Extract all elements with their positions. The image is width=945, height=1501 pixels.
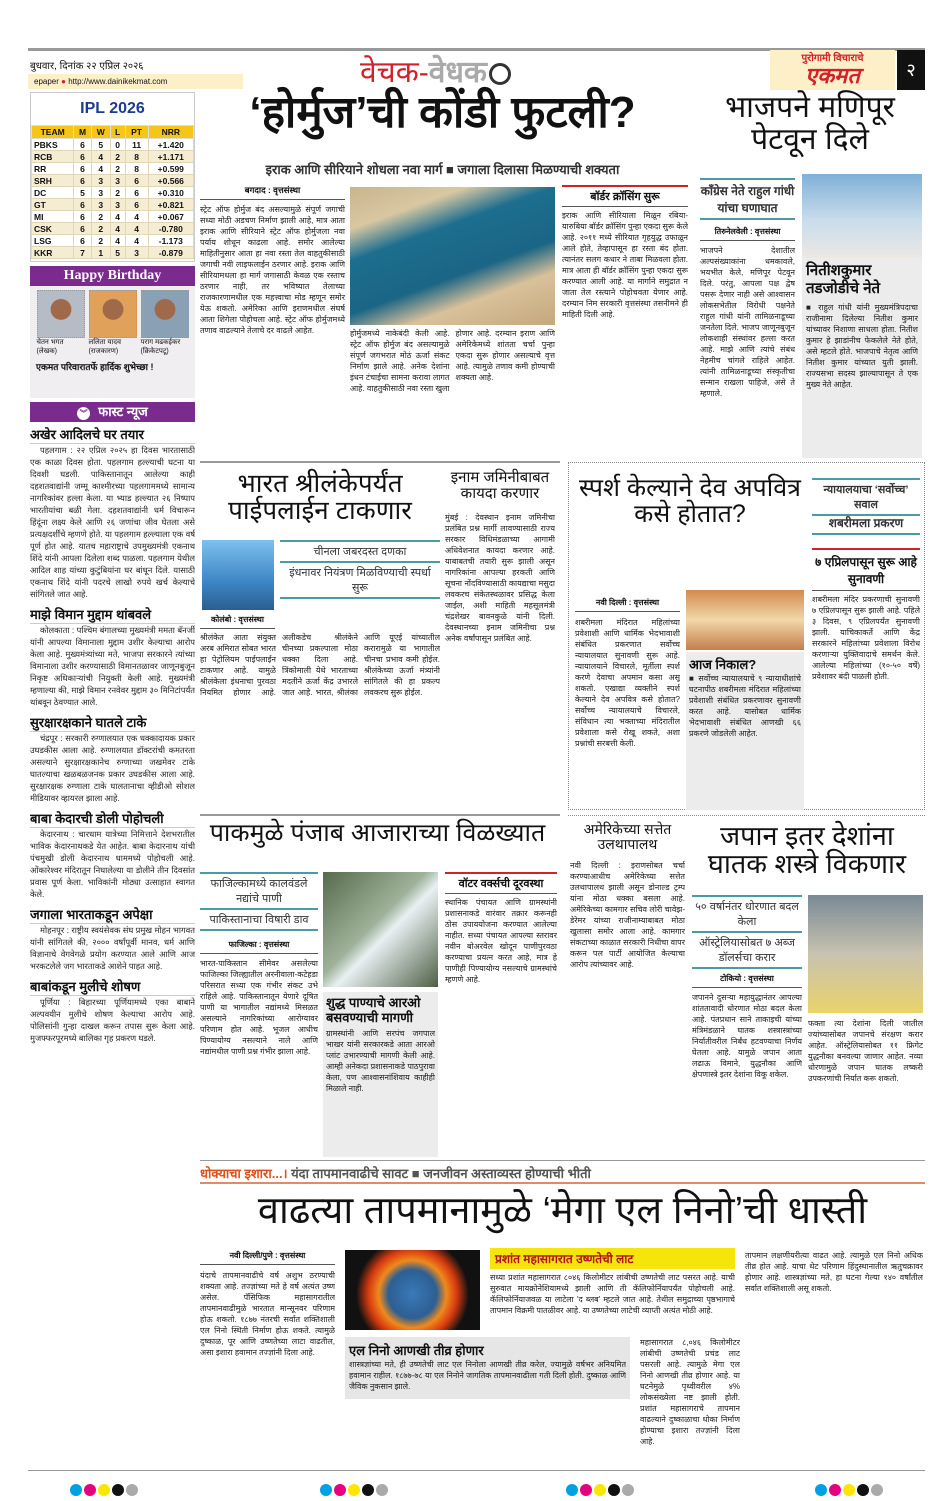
verdict-title: आज निकाल? [689,657,757,672]
ipl-cell: 6 [125,175,148,187]
pacific-heatwave-title: प्रशांत महासागरात उष्णतेची लाट [490,1248,735,1269]
bjp-dateline: तिरुनेलवेली : वृत्तसंस्था [700,226,795,241]
elnino-dateline: नवी दिल्ली/पुणे : वृत्तसंस्था [200,1250,335,1265]
strait-of-hormuz-photo [350,187,555,325]
bjp-headline: भाजपने मणिपूर पेटवून दिले [725,91,895,156]
ipl-cell: DC [32,187,74,199]
nitish-title: नितीशकुमार तडजोडीचे नेते [806,262,881,297]
elnino-grey-title: एल निनो आणखी तीव्र होणार [349,1343,484,1358]
bjp-subhead: काँग्रेस नेते राहुल गांधी यांचा घणाघात [700,178,795,220]
water-works-box [445,872,557,1157]
ipl-cell: RR [32,163,74,175]
ipl-cell: 4 [125,211,148,223]
fast-news-headline: माझे विमान मुद्दाम थांबवले [30,606,195,624]
ipl-cell: 6 [125,187,148,199]
punjab-headline: पाकमुळे पंजाब आजाराच्या विळख्यात [209,819,546,847]
ipl-cell: 6 [74,139,92,151]
hormuz-body2: होर्मुजमध्ये नाकेबंदी केली आहे. स्ट्रेट ऑफ होर्मुज बंद असल्यामुळे संपूर्ण जगभरात मोठं ऊर्जा संकट निर्माण झाले आहे. अनेक देशांना इंधन टंचाईचा सामना करावा लागत आहे. वाहतुकीसाठी नवा रस्ता खुला होणार आहे. दरम्यान इराण आणि अमेरिकेमध्ये शांतता चर्चा पुन्हा एकदा सुरू होणार असल्याचे वृत्त आहे. त्यामुळे तणाव कमी होण्याची शक्यता आहे. [350,329,555,393]
ipl-cell: -0.780 [148,223,193,235]
birthday-person-role: (राजकारण) [88,348,119,355]
fast-news-headline: अखेर आदिलचे घर तयार [30,426,195,444]
registration-dot [98,1484,110,1496]
birthday-person [89,290,137,356]
ipl-cell: +1.420 [148,139,193,151]
ipl-table-row [32,139,194,151]
ro-title: शुद्ध पाण्याचे आरओ बसवण्याची मागणी [326,995,421,1025]
registration-dot [376,1484,388,1496]
ipl-cell: 6 [74,235,92,247]
fast-news-item [30,906,195,972]
ipl-cell: 6 [74,199,92,211]
birthday-person-photo [141,290,189,338]
rule [28,1470,925,1471]
registration-dot [566,1484,578,1496]
masthead [770,50,895,90]
warning-label: धोक्याचा इशारा...। [200,1166,288,1181]
rahul-gandhi-photo [802,174,922,258]
ipl-table-row [32,199,194,211]
pacific-heatwave-body: सध्या प्रशांत महासागरात ८०४६ किलोमीटर लांबीची उष्णतेची लाट पसरत आहे. याची सुरुवात मायक्रोनेशियामध्ये झाली आणि ती कॅलिफोर्नियापर्यंत पोहोचली आहे. कॅलिफोर्नियाजवळ या लाटेला 'द ब्लब' म्हटले जात आहे. तेथील समुद्राच्या पृष्ठभागाचे तापमान विक्रमी पातळीवर आहे. या उष्णतेच्या लाटेची व्याप्ती अत्यंत मोठी आहे. [490,1273,735,1315]
page-number: २ [897,50,925,90]
punjab-sub1: फाजिल्कामध्ये कालवंडले नद्यांचे पाणी [200,872,318,910]
hormuz-body1: स्ट्रेट ऑफ होर्मुज बंद असल्यामुळे संपूर्ण जगाची सध्या मोठी अडचण निर्माण झाली आहे, मात्र आता इराक आणि सीरियाने स्ट्रेट ऑफ होर्मुजला नवा पर्याय शोधून काढला आहे. समोर आलेल्या माहितीनुसार आता हा नवा रस्ता तेल वाहतुकीसाठी जगाची नवी लाइफलाईन ठरणार आहे. इराक आणि सीरियामधला हा मार्ग जगासाठी केवळ एक रस्ताच ठरणार नाही, तर भविष्यात तेलाच्या राजकारणामधील एक महत्त्वाचा मोड म्हणून समोर येऊ शकतो. अमेरिका आणि इराणमधील संघर्ष आता शिगेला पोहोचला आहे. स्ट्रेट ऑफ होर्मुजमध्ये तणाव वाढल्याने तेलाचे दर वाढले आहेत. [200,205,345,335]
ipl-cell: 6 [74,211,92,223]
ipl-cell: 3 [91,187,110,199]
ipl-cell: +0.821 [148,199,193,211]
magnifier-icon [489,63,511,85]
srilanka-subheads [280,540,440,599]
registration-dot [815,1484,827,1496]
ipl-cell: +1.171 [148,151,193,163]
ipl-cell: -0.879 [148,247,193,259]
nitish-box [802,258,922,458]
sabarimala-headline: स्पर्श केल्याने देव अपवित्र कसे होतात? [579,474,801,529]
logo-part1: वेचक- [360,56,429,89]
srilanka-sub2: इंधनावर नियंत्रण मिळविण्याची स्पर्धा सुरू [280,563,440,599]
epaper-label: epaper [34,77,59,86]
ipl-cell: 7 [74,247,92,259]
burning-earth-photo [345,1250,480,1330]
elnino-body3: तापमान लक्षणीयरीत्या वाढत आहे. त्यामुळे एल निनो अधिक तीव्र होत आहे. याचा थेट परिणाम हिंदुस्थानातील ऋतुचक्रावर होणार आहे. शास्त्रज्ञांच्या मते, हा घटना गेल्या १४० वर्षांतील सर्वात शक्तिशाली असू शकतो. [745,1251,923,1293]
ipl-cell: 4 [110,235,125,247]
birthday-person-photo [89,290,137,338]
hearing-title: ७ एप्रिलपासून सुरू आहे सुनावणी [812,548,920,591]
hormuz-dateline: बगदाद : वृत्तसंस्था [200,185,345,200]
hormuz-subhead: इराक आणि सीरियाने शोधला नवा मार्ग ■ जगाला दिलासा मिळण्याची शक्यता [265,162,620,177]
ipl-cell: PBKS [32,139,74,151]
srilanka-body: श्रीलंकेत आता संयुक्त अरब अमिरात सोबत भारत हा पेट्रोलियम पाईपलाईन टाकणार आहे. यामुळे श्रीलंकेला इंधनाचा पुरवठा नियमित होणार आहे. अलीकडेच श्रीलंकेने चीनच्या प्रकल्पाला मोठा धक्का दिला आहे. त्रिंकोमाली येथे भारताच्या मदतीने ऊर्जा केंद्र उभारले जात आहे. भारत, श्रीलंका आणि यूएई यांच्यातील करारामुळे या भागातील चीनचा प्रभाव कमी होईल. श्रीलंकेच्या ऊर्जा मंत्र्यांनी सांगितले की हा प्रकल्प लवकरच सुरू होईल. [200,633,440,697]
warning-text: यंदा तापमानवाढीचे सावट ■ जनजीवन अस्ताव्यस्त होण्याची भीती [291,1166,591,1181]
warning-strip [200,1164,925,1184]
birthday-person-photo [37,290,85,338]
ipl-cell: GT [32,199,74,211]
ipl-col-header: TEAM [32,126,74,139]
ipl-cell: 4 [125,223,148,235]
ipl-cell: 3 [125,247,148,259]
ipl-cell: 11 [125,139,148,151]
chevron-down-icon: ︾ [77,407,90,420]
punjab-dateline: फाजिल्का : वृत्तसंस्था [200,939,318,954]
ipl-cell: +0.566 [148,175,193,187]
rule [200,461,560,463]
registration-dot [348,1484,360,1496]
ipl-cell: 3 [91,199,110,211]
ipl-cell: 4 [91,163,110,175]
ipl-cell: 5 [74,187,92,199]
border-crossing-title: बॉर्डर क्रॉसिंग सुरू [562,185,688,207]
punjab-sub2: पाकिस्तानाचा विषारी डाव [200,910,318,931]
birthday-person-name: चेतन भगत [36,339,64,346]
ipl-table-row [32,211,194,223]
ipl-col-header: M [74,126,92,139]
ipl-table-row [32,151,194,163]
ipl-table-row [32,175,194,187]
ipl-table-row [32,223,194,235]
ipl-table [31,125,194,259]
hearing-body: शबरीमला मंदिर प्रकरणाची सुनावणी ७ एप्रिलपासून सुरू झाली आहे. पहिले ३ दिवस, ९ एप्रिलपर्यंत सुनावणी झाली. याचिकाकर्ते आणि केंद्र सरकारने महिलांच्या प्रवेशाला विरोध करणाऱ्या युक्तिवादाचे समर्थन केले. आलेल्या महिलांच्या (१०-५० वर्षे) प्रवेशावर बंदी पाळली होती. [812,595,920,681]
birthday-title: Happy Birthday [30,266,195,286]
fast-news-body: मोहनपूर : राष्ट्रीय स्वयंसेवक संघ प्रमुख मोहन भागवत यांनी सांगितले की, २००० वर्षांपूर्वी मानव, धर्म आणि विज्ञानाचे वेगवेगळे प्रयोग करण्यात आले आणि आज भरकटलेले जग भारताकडे आशेने पाहत आहे. [30,925,195,971]
usa-headline: अमेरिकेच्या सत्तेत उलथापालथ [583,821,672,852]
epaper-icon: ● [61,77,66,86]
birthday-person-name: ललिता यादव [88,339,122,346]
japan-subheads [692,895,802,1177]
srilanka-headline: भारत श्रीलंकेपर्यंत पाईपलाईन टाकणार [228,468,412,526]
ro-body: ग्रामस्थांनी आणि सरपंच जगपाल भाखर यांनी सरकारकडे आता आरओ प्लांट उभारण्याची मागणी केली आहे. आम्ही अनेकदा प्रशासनाकडे पाठपुरावा केला, पण आश्वासनांशिवाय काहीही मिळाले नाही. [326,1029,435,1093]
registration-dot [857,1484,869,1496]
ipl-cell: 5 [110,247,125,259]
fast-news-headline: जगाला भारताकडून अपेक्षा [30,906,195,924]
birthday-person-role: (लेखक) [36,348,58,355]
nitish-body: ■ राहुल गांधी यांनी मुख्यमंत्रिपदाचा राजीनामा दिलेल्या नितीश कुमार यांच्यावर निशाणा साधला होता. नितीश कुमार हे झाडांनीच फेकलेले नेते होते, असे म्हटले होते. भाजपाचे नेतृत्व आणि नितीश कुमार यांच्यात युती झाली. राज्यसभा सदस्य झाल्यापासून ते एक मुख्य नेते आहेत. [806,303,918,389]
ipl-table-row [32,235,194,247]
sabarimala-side1: न्यायालयाचा ‘सर्वोच्च’ सवाल [812,478,920,516]
supreme-court-photo [686,590,804,650]
registration-dot [608,1484,620,1496]
fast-news-header [30,402,195,422]
ipl-table-row [32,247,194,259]
ipl-cell: 3 [110,175,125,187]
fast-news-body: केदारनाथ : चारधाम यात्रेच्या निमित्ताने देशभरातील भाविक केदारनाथकडे येत आहेत. बाबा केदारनाथ यांची पंचमुखी डोली केदारनाथ धाममध्ये पोहोचली आहे. ओंकारेश्वर मंदिरातून निघालेल्या या डोलीने तीन दिवसांत प्रवास पूर्ण केला. भाविकांनी मोठ्या उत्साहात स्वागत केले. [30,829,195,899]
ipl-cell: 6 [74,175,92,187]
ipl-cell: 4 [110,223,125,235]
ipl-cell: 5 [91,139,110,151]
ipl-table-row [32,187,194,199]
epaper-url-link[interactable]: http://www.dainikekmat.com [68,77,168,86]
fast-news-title: फास्ट न्यूज [98,404,148,419]
fast-news-headline: सुरक्षारक्षकाने घातले टाके [30,714,195,732]
masthead-tagline: पुरोगामी विचाराचे [801,53,864,64]
hearing-box [812,548,920,806]
inam-body: मुंबई : देवस्थान इनाम जमिनीचा प्रलंबित प्रश्न मार्गी लावण्यासाठी राज्य सरकार विधिमंडळाच्या आगामी अधिवेशनात कायदा करणार आहे. याबाबतची तयारी सुरू झाली असून नागरिकांना आपल्या हरकती आणि सूचना नोंदविण्यासाठी कायद्याचा मसुदा लवकरच संकेतस्थळावर प्रसिद्ध केला जाईल, अशी माहिती महसूलमंत्री चंद्रशेखर बावनकुळे यांनी दिली. देवस्थानच्या इनाम जमिनीचा प्रश्न अनेक वर्षांपासून प्रलंबित आहे. [445,513,555,643]
fast-news-item [30,810,195,900]
verdict-box [686,652,804,810]
japan-sub1: ५० वर्षानंतर धोरणात बदल केला [692,895,802,933]
registration-dot [126,1484,138,1496]
ipl-cell: LSG [32,235,74,247]
ipl-cell: 2 [91,235,110,247]
japan-dateline: टोकियो : वृत्तसंस्था [692,973,802,988]
usa-body: नवी दिल्ली : इराणसोबत चर्चा करण्याआधीच अमेरिकेच्या सत्तेत उलथापालथ झाली असून डोनाल्ड ट्रम्प यांना मोठा धक्का बसला आहे. अमेरिकेच्या कामगार सचिव लोरी चावेझ-डेरेमर यांच्या राजीनाम्याबाबत मोठा खुलासा समोर आला आहे. कामगार संकटाच्या काळात सरकारी निधीचा वापर करून पल पार्टी आयोजित केल्याचा आरोप त्यांच्यावर आहे. [570,861,685,969]
border-crossing-box [562,185,688,457]
ipl-col-header: W [91,126,110,139]
fast-news-item [30,426,195,600]
birthday-box [30,266,195,398]
fast-news-list [30,426,195,1466]
birthday-wish: एकमत परिवारातर्फे हार्दिक शुभेच्छा ! [36,362,154,372]
elnino-grey-body: शास्त्रज्ञांच्या मते, ही उष्णतेची लाट एल निनोला आणखी तीव्र करेल, ज्यामुळे वर्षभर अनियमित हवामान राहील. १८७७-७८ या एल निनोने जागतिक तापमानवाढीला गती दिली होती. दुष्काळ आणि जैविक नुकसान झाले. [349,1360,626,1391]
registration-dot [871,1484,883,1496]
registration-dot [843,1484,855,1496]
ipl-cell: +0.067 [148,211,193,223]
ipl-cell: 6 [74,223,92,235]
sabarimala-side2: शबरीमला प्रकरण [812,512,920,535]
fast-news-headline: बाबांकडून मुलीचे शोषण [30,978,195,996]
registration-dot [112,1484,124,1496]
registration-dot [594,1484,606,1496]
ipl-cell: 8 [125,163,148,175]
ipl-cell: 3 [110,199,125,211]
elnino-grey-box [345,1337,630,1399]
punjab-subheads [200,872,318,1158]
fast-news-headline: बाबा केदारची डोली पोहोचली [30,810,195,828]
bjp-body: भाजपने देशातील अल्पसंख्याकांना धमकावले, भयभीत केले, मणिपूर पेटवून दिले. परंतु, आपला पक्ष द्वेष पसरू देणार नाही असे आश्वासन लोकसभेतील विरोधी पक्षनेते राहुल गांधी यांनी तामिळनाडूच्या जनतेला दिले. भाजप जाणूनबुजून लोकशाही संस्थांवर हल्ला करत आहे. माझे आणि त्यांचे संबंध नेहमीच चांगले राहिले आहेत. त्यांनी तामिळनाडूच्या संस्कृतीचा सन्मान राखला पाहिजे, असे ते म्हणाले. [700,246,795,398]
birthday-person-name: पराग मढकईकर [140,339,181,346]
ipl-cell: 2 [110,187,125,199]
fast-news-item [30,714,195,804]
sabarimala-dateline: नवी दिल्ली : वृत्तसंस्था [575,597,680,612]
ipl-cell: RCB [32,151,74,163]
water-works-title: वॉटर वर्क्सची दूरवस्था [445,872,557,894]
ipl-cell: -1.173 [148,235,193,247]
pacific-heatwave-box [490,1248,735,1333]
fast-news-item [30,606,195,708]
elnino-body1: यंदाचे तापमानवाढीचे वर्ष अशुभ ठरण्याची शक्यता आहे. तज्ज्ञांच्या मते हे वर्ष अत्यंत उष्ण असेल. पॅसिफिक महासागरातील तापमानवाढीमुळे भारतात मान्सूनवर परिणाम होऊ शकतो. १८७७ नंतरची सर्वात शक्तिशाली एल निनो स्थिती निर्माण होऊ शकते. त्यामुळे दुष्काळ, पूर आणि उष्णतेच्या लाटा वाढतील, असा इशारा हवामान तज्ज्ञांनी दिला आहे. [200,1271,335,1357]
fast-news-body: पूर्णिया : बिहारच्या पूर्णियामध्ये एका बाबाने अल्पवयीन मुलीचे शोषण केल्याचा आरोप आहे. पोलिसांनी गुन्हा दाखल करून तपास सुरू केला आहे. मुजफ्फरपूरमध्ये बालिका गृह प्रकरण घडले. [30,997,195,1043]
japan-sub2: ऑस्ट्रेलियासोबत ७ अब्ज डॉलर्सचा करार [692,933,802,969]
fast-news-body: चंद्रपूर : सरकारी रुग्णालयात एक धक्कादायक प्रकार उघडकीस आला आहे. रुग्णालयात डॉक्टरांची कमतरता असल्याने सुरक्षारक्षकानेच रुग्णाच्या जखमेवर टाके घातल्याचा खळबळजनक प्रकार उघडकीस आला आहे. सुरक्षारक्षक रुग्णाला टाके घालतानाचा व्हीडीओ सोशल मीडियावर व्हायरल झाला आहे. [30,733,195,803]
ipl-cell: 1 [91,247,110,259]
ipl-table-row [32,163,194,175]
rule [200,1160,925,1161]
epaper-bar [28,74,243,89]
registration-dot [70,1484,82,1496]
sabarimala-body: शबरीमला मंदिरात महिलांच्या प्रवेशाशी आणि धार्मिक भेदभावाशी संबंधित प्रकरणात सर्वोच्च न्यायालयात सुनावणी सुरू आहे. न्यायालयाने विचारले, मूर्तीला स्पर्श करणे देवाचा अपमान कसा असू शकतो. एखाद्या व्यक्तीने स्पर्श केल्याने देव अपवित्र कसे होतात? सर्वोच्च न्यायालयाचे विचारले, संविधान त्या भक्ताच्या मंदिरातील प्रवेशाला कसे रोखू शकते, अशा प्रश्नांची सरबत्ती केली. [575,618,680,748]
ipl-cell: 8 [125,151,148,163]
japan-side-body: फक्ता त्या देशांना दिली जातील ज्यांच्यासोबत जपानचे संरक्षण करार आहेत. ऑस्ट्रेलियासोबत ११ फ्रिगेट युद्धनौका बनवल्या जाणार आहेत. नव्या धोरणामुळे जपान घातक लष्करी उपकरणांची निर्यात करू शकतो. [808,1019,923,1083]
birthday-person [37,290,85,356]
registration-dot [334,1484,346,1496]
ipl-title: IPL 2026 [80,100,145,117]
birthday-person [141,290,189,356]
ipl-cell: +0.599 [148,163,193,175]
ipl-cell: 2 [91,211,110,223]
ipl-cell: +0.310 [148,187,193,199]
ipl-cell: 6 [74,151,92,163]
verdict-body: ■ सर्वोच्च न्यायालयाचे ९ न्यायाधीशांचे घटनापीठ शबरीमला मंदिरात महिलांच्या प्रवेशाशी संबंधित प्रकरणावर सुनावणी करत आहे. यासोबत धार्मिक भेदभावाशी संबंधित आणखी ६६ प्रकरणे जोडलेली आहेत. [689,674,801,738]
issue-date: बुधवार, दिनांक २२ एप्रिल २०२६ [30,61,144,72]
rule [200,814,560,816]
ipl-cell: 4 [91,151,110,163]
srilanka-dateline: कोलंबो : वृत्तसंस्था [200,614,275,629]
registration-dot [362,1484,374,1496]
fast-news-item [30,978,195,1044]
fast-news-body: पहलगाम : २२ एप्रिल २०२५ हा दिवस भारतासाठी एक काळा दिवस होता. पहलगाम हल्ल्याची घटना या दिवशी घडली. पाकिस्तानातून आलेल्या काही दहशतवाद्यांनी जम्मू काश्मीरच्या पहलगाममध्ये सामान्य नागरिकांवर हल्ला केला. या भ्याड हल्ल्यात २६ निष्पाप भारतीयांचा बळी गेला. दहशतवाद्यांनी धर्म विचारून हिंदूंना लक्ष्य केले आणि २६ जणांचा जीव घेतला असे प्रत्यक्षदर्शींचे म्हणणे होते. या पहलगाम हल्ल्याला एक वर्ष पूर्ण होत आहे. यातच महाराष्ट्राचे उपमुख्यमंत्री एकनाथ शिंदे यांनी आपला दिलेला शब्द पाळला. पहलगाम येथील आदिल शाह यांच्या कुटुंबियांना घर बांधून दिले. यासाठी एकनाथ शिंदे यांनी पदरचे लाखो रुपये खर्च केल्याचे सांगितले जात आहे. [30,445,195,599]
japan-body: जपानने दुसऱ्या महायुद्धानंतर आपल्या शांततावादी धोरणात मोठा बदल केला आहे. पंतप्रधान साने ताकाइची यांच्या मंत्रिमंडळाने घातक शस्त्रास्त्रांच्या निर्यातीवरील निर्बंध हटवण्याचा निर्णय घेतला आहे. यामुळे जपान आता लढाऊ विमाने, युद्धनौका आणि क्षेपणास्त्रे इतर देशांना विकू शकेल. [692,993,802,1079]
ipl-cell: 4 [110,211,125,223]
water-works-body: स्थानिक पंचायत आणि ग्रामस्थांनी प्रशासनाकडे वारंवार तक्रार करूनही ठोस उपाययोजना करण्यात आलेल्या नाहीत. सध्या पंचायत आपल्या स्तरावर नवीन बोअरवेल खोदून पाणीपुरवठा करण्याचा प्रयत्न करत आहे, मात्र हे पाणीही पिण्यायोग्य नसल्याचे ग्रामस्थांचे म्हणणे आहे. [445,898,557,984]
pipeline-photo [202,540,274,610]
ipl-cell: 4 [125,235,148,247]
ipl-cell: 2 [110,163,125,175]
registration-dot [580,1484,592,1496]
weapons-factory-photo [808,895,923,1013]
ipl-cell: 6 [74,163,92,175]
srilanka-sub1: चीनला जबरदस्त दणका [280,540,440,563]
ipl-cell: 2 [91,223,110,235]
ipl-cell: MI [32,211,74,223]
elnino-headline: वाढत्या तापमानामुळे ‘मेगा एल निनो’ची धास्ती [257,1190,868,1232]
registration-dot [622,1484,634,1496]
ro-box [323,992,438,1157]
inam-headline: इनाम जमिनीबाबत कायदा करणार [450,469,550,502]
ipl-cell: 6 [125,199,148,211]
registration-dot [829,1484,841,1496]
polluted-water-photo [323,872,438,987]
fast-news-body: कोलकाता : पश्चिम बंगालच्या मुख्यमंत्री ममता बॅनर्जी यांनी आपल्या विमानाला मुद्दाम उशीर केल्याचा आरोप केला आहे. मुख्यमंत्र्यांच्या मते, भाजपा सरकारने त्यांच्या विमानाला उशीर करण्यासाठी विमानतळावर जाणूनबुजून निकृष्ट अधिकाऱ्यांची नियुक्ती केली आहे. मुख्यमंत्री म्हणाल्या की, माझे विमान रनवेवर मुद्दाम ३० मिनिटांपर्यंत थांबवून ठेवण्यात आले. [30,625,195,707]
ipl-cell: 3 [91,175,110,187]
logo-part2: वेधक [428,56,487,89]
ipl-cell: 2 [110,151,125,163]
ipl-points-table [30,92,195,262]
ipl-cell: 0 [110,139,125,151]
punjab-body: भारत-पाकिस्तान सीमेवर असलेल्या फाजिल्का जिल्ह्यातील अरनीवाला-कटेहडा परिसरात सध्या एक गंभीर संकट उभे राहिले आहे. पाकिस्तानातून येणारे दूषित पाणी या भागातील नद्यांमध्ये मिसळत असल्याने नागरिकांच्या आरोग्यावर परिणाम होत आहे. भूजल आधीच पिण्यायोग्य नसल्याने नाले आणि नद्यांमधील पाणी प्रश्न गंभीर झाला आहे. [200,959,318,1056]
birthday-person-role: (क्रिकेटपटू) [140,348,169,355]
border-crossing-body: इराक आणि सीरियाला मिळून रबिया-यारुबिया बॉर्डर क्रॉसिंग पुन्हा एकदा सुरू केले आहे. २०११ मध्ये सीरियात गृहयुद्ध उफाळून आले होते, तेव्हापासून हा रस्ता बंद होता. त्यानंतर सलग कधार ने ताबा मिळवला होता. मात्र आता ही बॉर्डर क्रॉसिंग पुन्हा एकदा सुरू करण्यात आली आहे. या मार्गाने समुद्रात न जाता तेल रस्त्याने पोहोचवता येणार आहे. दरम्यान निम सरकारी वृत्तसंस्था तसनीमने ही माहिती दिली आहे. [562,211,688,319]
section-logo [360,50,511,91]
hormuz-col1 [200,185,345,457]
ipl-col-header: NRR [148,126,193,139]
ipl-cell: SRH [32,175,74,187]
ipl-cell: KKR [32,247,74,259]
japan-headline: जपान इतर देशांना घातक शस्त्रे विकणार [707,821,907,880]
elnino-body2: महासागरात ८,०४६ किलोमीटर लांबीची उष्णतेची प्रचंड लाट पसरली आहे. त्यामुळे मेगा एल निनो आणखी तीव्र होणार आहे. या घटनेमुळे पृथ्वीवरील ४% लोकसंख्येला नष्ट झाली होती. प्रशांत महासागराचे तापमान वाढल्याने दुष्काळाचा धोका निर्माण होण्याचा इशारा तज्ज्ञांनी दिला आहे. [640,1338,740,1446]
registration-dot [84,1484,96,1496]
hormuz-headline: ‘होर्मुज’ची कोंडी फुटली? [249,88,636,137]
ipl-cell: CSK [32,223,74,235]
ipl-col-header: L [110,126,125,139]
registration-dot [320,1484,332,1496]
masthead-brand: एकमत [805,63,860,88]
ipl-col-header: PT [125,126,148,139]
